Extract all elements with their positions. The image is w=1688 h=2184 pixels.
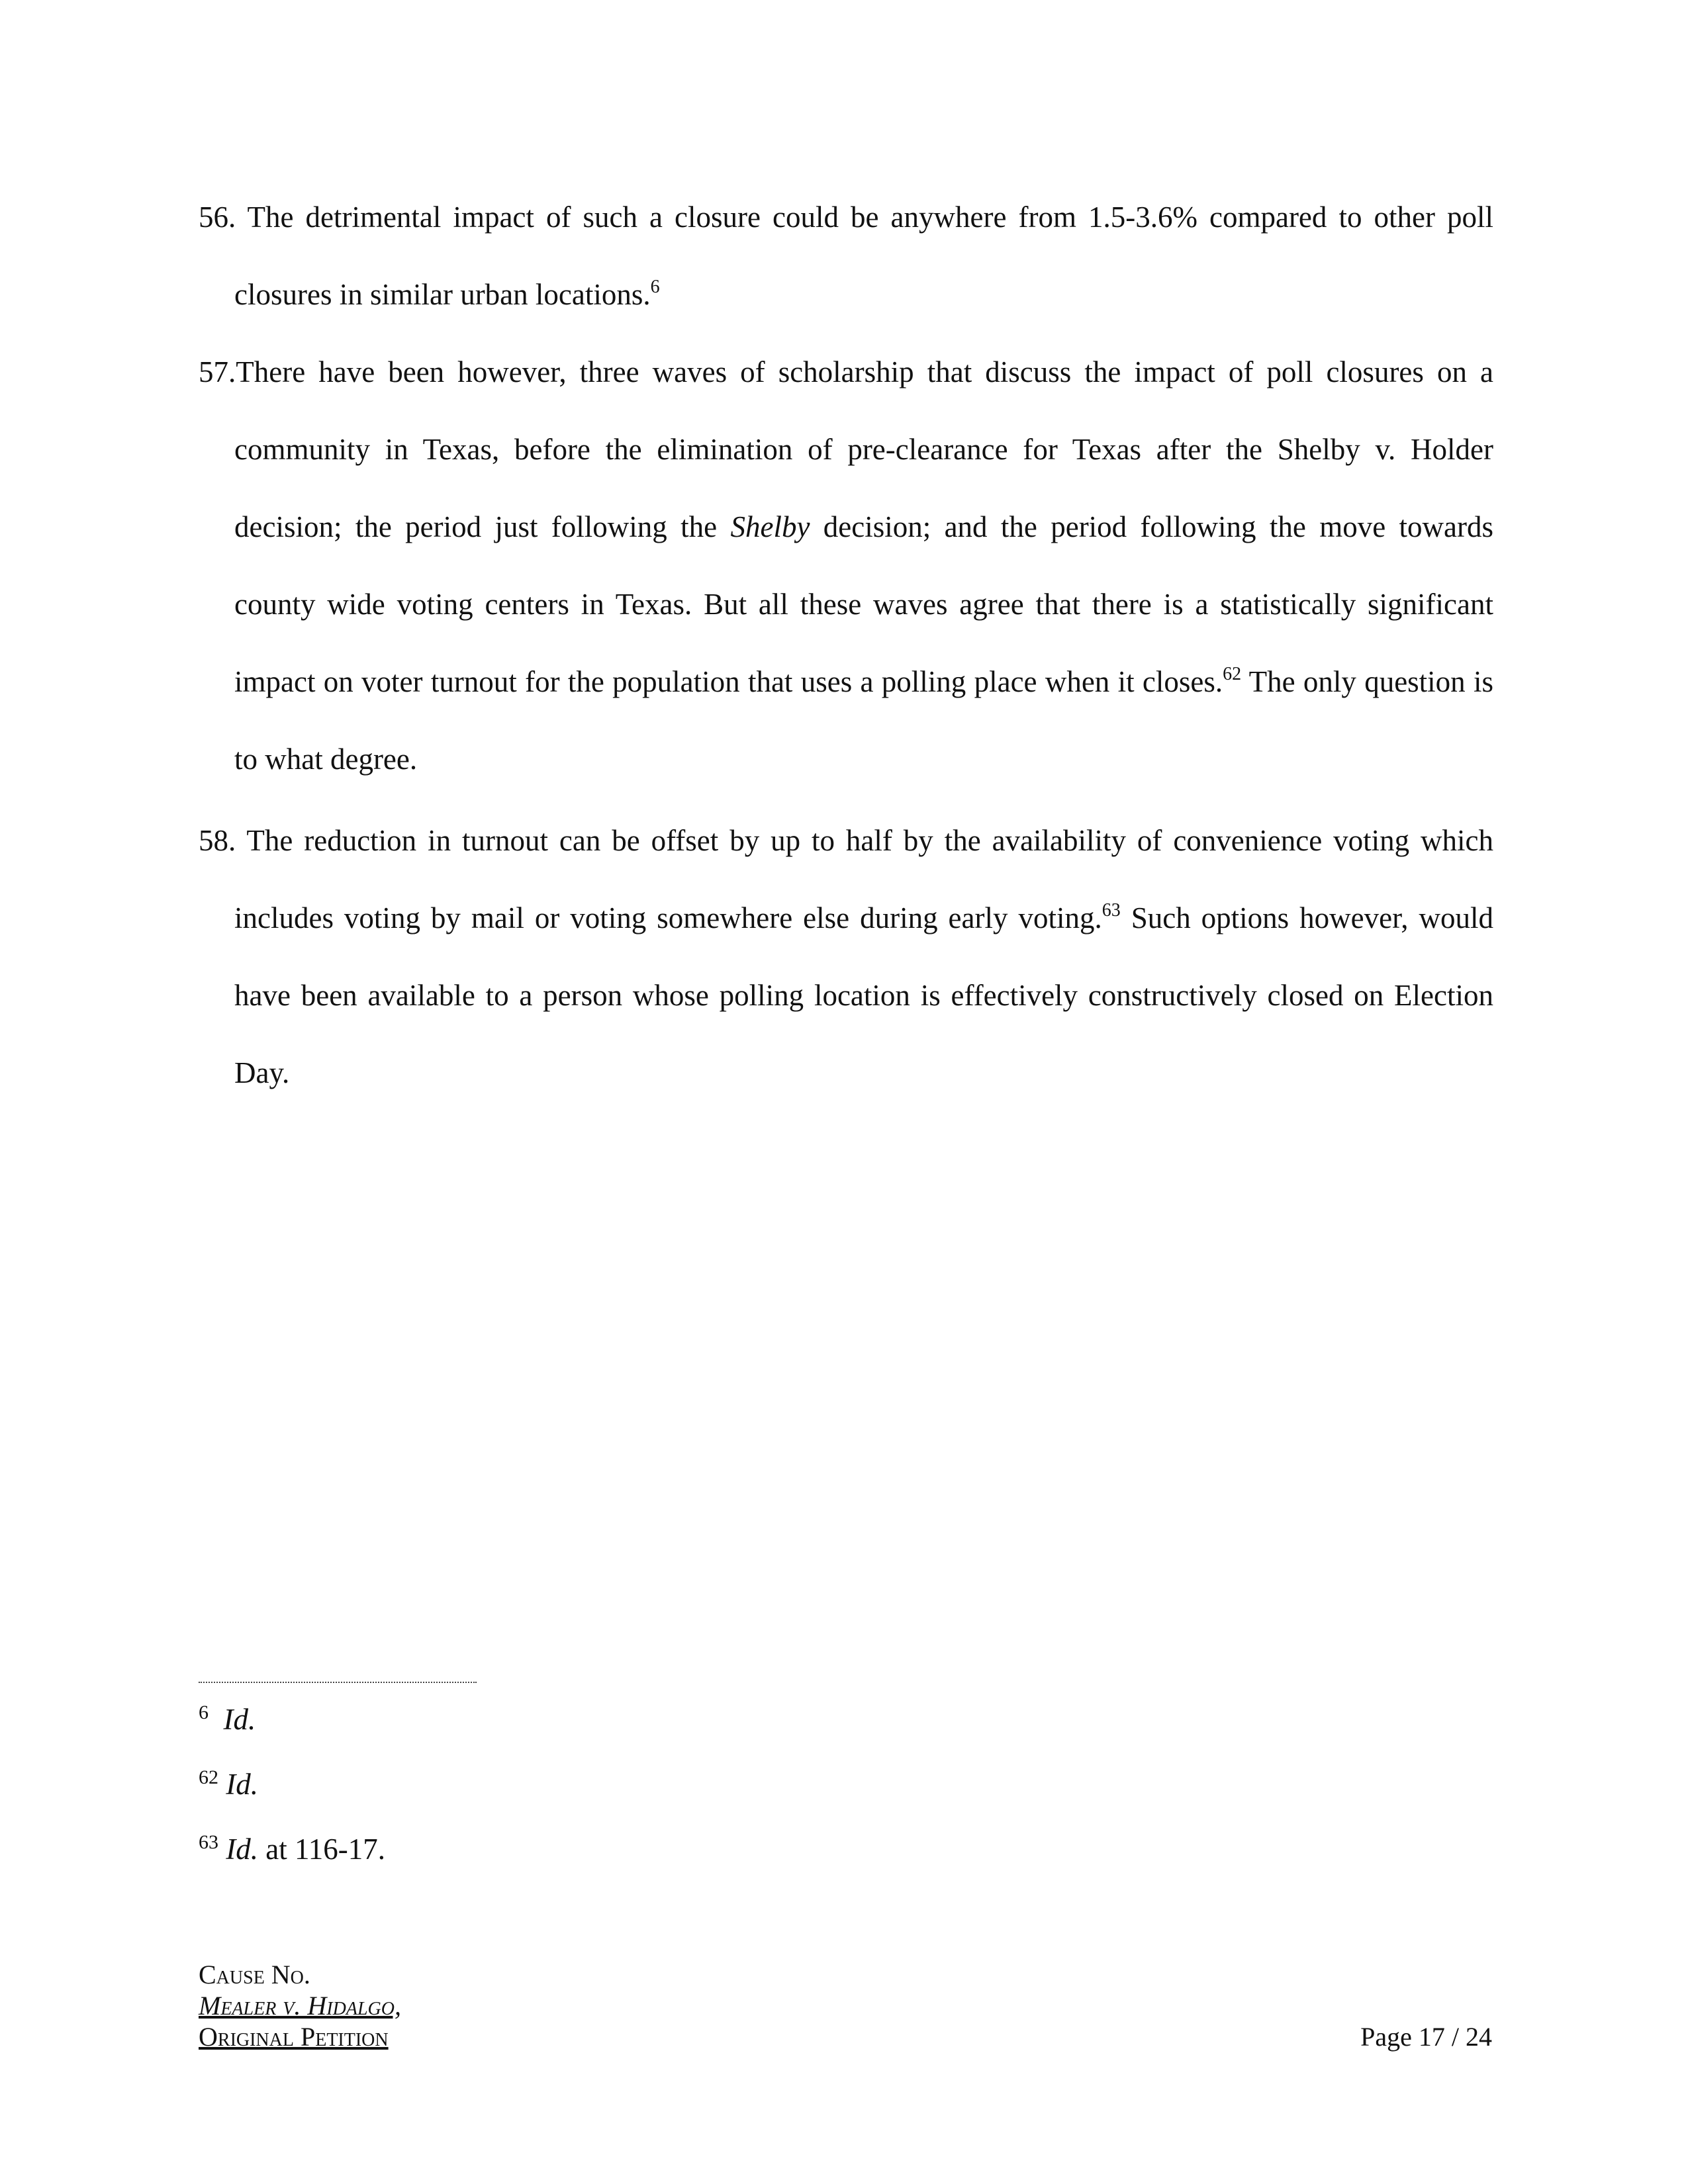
paragraph-text: Such options however, would have been available to a person whose polling location is effectively constructively closed on Election Day. <box>234 901 1493 1089</box>
footnote-cite: Id. <box>226 1833 258 1866</box>
paragraph-text: The only question is to what degree. <box>234 665 1494 776</box>
footnote-63 <box>199 1829 385 1869</box>
footer-cause-number: Cause No. <box>199 1960 310 1989</box>
footnote-cite: Id. <box>223 1703 256 1736</box>
paragraph-text: There have been however, three waves of scholarship that discuss the impact of poll closures on a community in Texas, before the elimination of pre-clearance for Texas after the Shelby v. Holder decision; the period just following the <box>234 355 1493 543</box>
footnote-number: 62 <box>199 1766 218 1788</box>
footnote-number: 63 <box>199 1831 218 1853</box>
footnote-ref: 62 <box>1223 664 1242 684</box>
page-number: Page 17 / 24 <box>1360 2022 1492 2052</box>
footnote-text: at 116-17. <box>258 1833 386 1866</box>
footer-case-name: Mealer v. Hidalgo, <box>199 1991 401 2021</box>
footnote-cite: Id. <box>226 1768 258 1801</box>
footnote-62 <box>199 1764 258 1804</box>
paragraph-number: 57. <box>199 355 236 388</box>
footnote-separator <box>199 1682 477 1683</box>
paragraph-number: 56. <box>199 201 236 234</box>
footnote-number: 6 <box>199 1702 209 1723</box>
paragraph-58 <box>199 802 1493 1112</box>
footnote-ref: 63 <box>1102 900 1121 921</box>
footnote-ref: 6 <box>650 277 660 297</box>
document-footer <box>199 1959 401 2052</box>
footer-document-title: Original Petition <box>199 2022 389 2052</box>
footnote-6 <box>199 1700 256 1739</box>
paragraph-56 <box>199 179 1493 334</box>
paragraph-text: decision; and the period following the move towards county wide voting centers in Texas. But all these waves agree that there is a statistically significant impact on voter turnout for the population that uses a polling place when it closes. <box>234 510 1493 698</box>
case-name-italic: Shelby <box>730 510 810 543</box>
paragraph-57 <box>199 334 1493 798</box>
paragraph-number: 58. <box>199 824 236 857</box>
paragraph-text: The detrimental impact of such a closure could be anywhere from 1.5-3.6% compared to other poll closures in similar urban locations. <box>234 201 1493 311</box>
paragraph-text: The reduction in turnout can be offset by up to half by the availability of convenience voting which includes voting by mail or voting somewhere else during early voting. <box>234 824 1493 934</box>
